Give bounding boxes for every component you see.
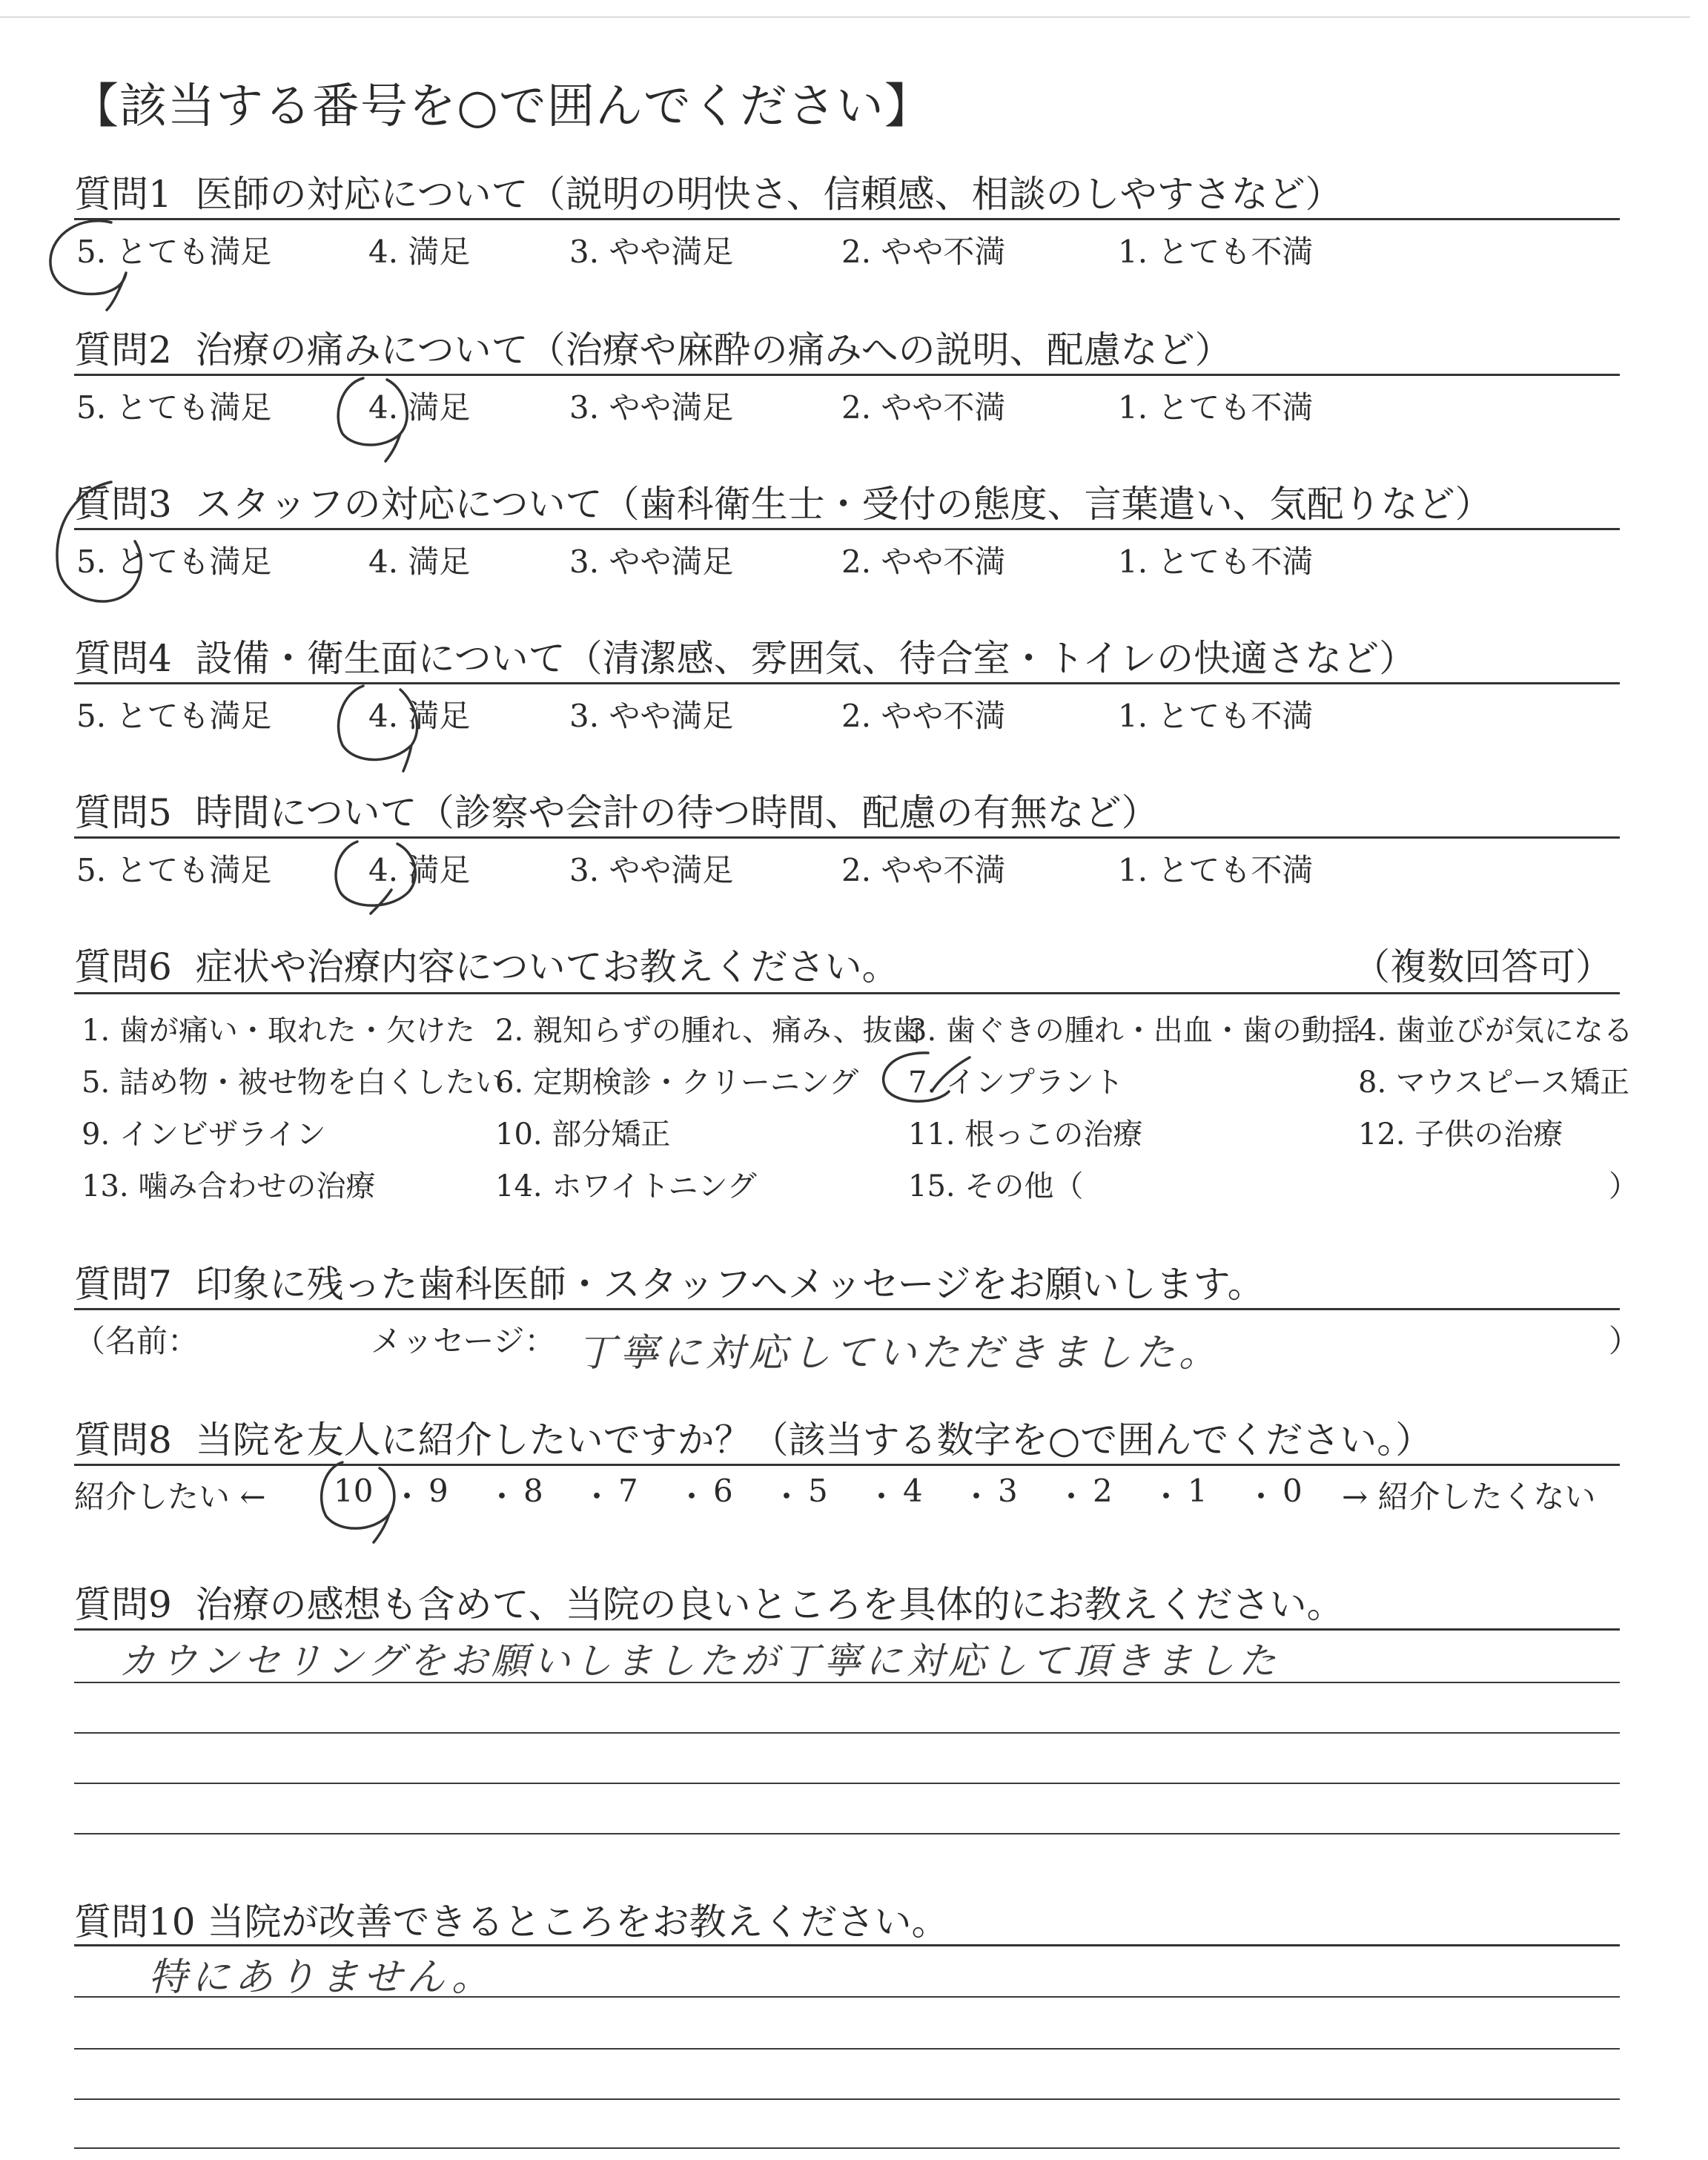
q5-text: 時間について（診察や会計の待つ時間、配慮の有無など） (195, 791, 1159, 834)
q1-label: 質問1 (74, 173, 172, 216)
q7-label: 質問7 (74, 1263, 172, 1306)
q4-text: 設備・衛生面について（清潔感、雰囲気、待合室・トイレの快適さなど） (195, 637, 1417, 680)
q6-text: 症状や治療内容についてお教えください。 (195, 945, 899, 988)
q8-scale-separator: ・ (1245, 1479, 1277, 1515)
q2-option-3[interactable]: 3. やや満足 (569, 389, 734, 426)
q8-scale-separator: ・ (391, 1479, 423, 1515)
q3-text: スタッフの対応について（歯科衛生士・受付の態度、言葉遣い、気配りなど） (195, 483, 1492, 526)
q9-text: 治療の感想も含めて、当院の良いところを具体的にお教えください。 (195, 1583, 1344, 1626)
q1-circle-mark (50, 221, 126, 310)
q6-option-11[interactable]: 11. 根っこの治療 (908, 1117, 1143, 1152)
q4-option-5[interactable]: 5. とても満足 (76, 698, 272, 734)
q6-option-13[interactable]: 13. 噛み合わせの治療 (82, 1169, 376, 1203)
q6-option-1[interactable]: 1. 歯が痛い・取れた・欠けた (82, 1014, 475, 1048)
q6-option-8[interactable]: 8. マウスピース矯正 (1358, 1066, 1630, 1100)
q3-option-4[interactable]: 4. 満足 (368, 544, 471, 580)
q6-circle-mark (884, 1053, 970, 1101)
q3-option-5[interactable]: 5. とても満足 (76, 544, 272, 580)
q2-option-2[interactable]: 2. やや不満 (841, 389, 1006, 426)
q3-option-2[interactable]: 2. やや不満 (841, 544, 1006, 580)
q8-scale-value-7[interactable]: 7 (618, 1473, 638, 1509)
q7-name-label: （名前： (74, 1323, 199, 1359)
q5-option-5[interactable]: 5. とても満足 (76, 852, 272, 888)
q8-scale-value-2[interactable]: 2 (1093, 1473, 1113, 1509)
q2-option-4[interactable]: 4. 満足 (368, 389, 471, 426)
q6-option-4[interactable]: 4. 歯並びが気になる (1358, 1014, 1633, 1048)
q8-scale-value-0[interactable]: 0 (1282, 1473, 1302, 1509)
q4-option-4[interactable]: 4. 満足 (368, 698, 471, 734)
q8-scale-value-4[interactable]: 4 (903, 1473, 923, 1509)
q1-option-3[interactable]: 3. やや満足 (569, 234, 734, 270)
q1-option-1[interactable]: 1. とても不満 (1118, 234, 1314, 270)
q8-circle-mark (322, 1462, 394, 1542)
q8-scale-value-9[interactable]: 9 (428, 1473, 448, 1509)
q8-scale-value-5[interactable]: 5 (808, 1473, 828, 1509)
q2-label: 質問2 (74, 328, 172, 371)
q6-option-7[interactable]: 7. インプラント (908, 1066, 1124, 1100)
q6-option-10[interactable]: 10. 部分矯正 (495, 1117, 671, 1152)
q4-option-2[interactable]: 2. やや不満 (841, 698, 1006, 734)
q5-option-3[interactable]: 3. やや満足 (569, 852, 734, 888)
q5-option-2[interactable]: 2. やや不満 (841, 852, 1006, 888)
q3-option-3[interactable]: 3. やや満足 (569, 544, 734, 580)
q8-right-label: → 紹介したくない (1342, 1479, 1596, 1515)
q1-option-4[interactable]: 4. 満足 (368, 234, 471, 270)
q6-other-close-paren: ） (1609, 1169, 1638, 1203)
q8-scale-value-1[interactable]: 1 (1188, 1473, 1208, 1509)
q2-circle-mark (338, 378, 407, 461)
q8-scale-separator: ・ (581, 1479, 613, 1515)
q6-option-14[interactable]: 14. ホワイトニング (495, 1169, 757, 1203)
q3-option-1[interactable]: 1. とても不満 (1118, 544, 1314, 580)
q3-label: 質問3 (74, 483, 172, 526)
q8-scale-separator: ・ (1056, 1479, 1088, 1515)
q8-scale-separator: ・ (486, 1479, 518, 1515)
q6-option-6[interactable]: 6. 定期検診・クリーニング (495, 1066, 859, 1100)
q8-scale-separator: ・ (866, 1479, 898, 1515)
q7-message-label: メッセージ： (371, 1323, 556, 1359)
q5-label: 質問5 (74, 791, 172, 834)
q7-handwritten-answer[interactable]: 丁寧に対応していただきました。 (577, 1331, 1222, 1375)
q6-note: （複数回答可） (1353, 945, 1612, 988)
q1-text: 医師の対応について（説明の明快さ、信頼感、相談のしやすさなど） (195, 173, 1343, 216)
q8-scale-separator: ・ (1151, 1479, 1182, 1515)
q6-option-9[interactable]: 9. インビザライン (82, 1117, 326, 1152)
q2-option-1[interactable]: 1. とても不満 (1118, 389, 1314, 426)
q8-scale-value-8[interactable]: 8 (523, 1473, 543, 1509)
q6-option-12[interactable]: 12. 子供の治療 (1358, 1117, 1563, 1152)
q2-text: 治療の痛みについて（治療や麻酔の痛みへの説明、配慮など） (195, 328, 1232, 371)
q7-close-paren: ） (1609, 1323, 1641, 1359)
q2-option-5[interactable]: 5. とても満足 (76, 389, 272, 426)
q6-option-15[interactable]: 15. その他（ (908, 1169, 1084, 1203)
q5-circle-mark (336, 842, 415, 914)
q6-option-5[interactable]: 5. 詰め物・被せ物を白くしたい (82, 1066, 505, 1100)
q3-circle-mark (57, 482, 141, 601)
q9-label: 質問9 (74, 1583, 172, 1626)
q1-option-2[interactable]: 2. やや不満 (841, 234, 1006, 270)
q8-scale-value-3[interactable]: 3 (998, 1473, 1018, 1509)
q8-scale-separator: ・ (676, 1479, 708, 1515)
q8-label: 質問8 (74, 1418, 172, 1462)
page-title: 【該当する番号を○で囲んでください】 (71, 79, 933, 134)
q5-option-1[interactable]: 1. とても不満 (1118, 852, 1314, 888)
q7-text: 印象に残った歯科医師・スタッフへメッセージをお願いします。 (195, 1263, 1265, 1306)
q6-option-3[interactable]: 3. 歯ぐきの腫れ・出血・歯の動揺 (908, 1014, 1361, 1048)
q6-label: 質問6 (74, 945, 172, 988)
q4-option-3[interactable]: 3. やや満足 (569, 698, 734, 734)
q8-scale-separator: ・ (771, 1479, 803, 1515)
q6-option-2[interactable]: 2. 親知らずの腫れ、痛み、抜歯 (495, 1014, 922, 1048)
q10-text: 当院が改善できるところをお教えください。 (207, 1900, 949, 1943)
q8-scale-value-10[interactable]: 10 (334, 1473, 374, 1509)
q8-scale-separator: ・ (961, 1479, 993, 1515)
q10-label: 質問10 (74, 1900, 196, 1943)
q4-circle-mark (339, 686, 417, 771)
q4-label: 質問4 (74, 637, 172, 680)
q5-option-4[interactable]: 4. 満足 (368, 852, 471, 888)
q1-option-5[interactable]: 5. とても満足 (76, 234, 272, 270)
q8-text: 当院を友人に紹介したいですか？（該当する数字を○で囲んでください。） (195, 1418, 1433, 1462)
q8-scale-value-6[interactable]: 6 (713, 1473, 733, 1509)
q8-left-label: 紹介したい ← (74, 1479, 266, 1515)
q10-handwritten-answer[interactable]: 特にありません。 (148, 1955, 495, 2000)
q9-handwritten-answer[interactable]: カウンセリングをお願いしましたが丁寧に対応して頂きました (119, 1639, 1280, 1682)
q4-option-1[interactable]: 1. とても不満 (1118, 698, 1314, 734)
